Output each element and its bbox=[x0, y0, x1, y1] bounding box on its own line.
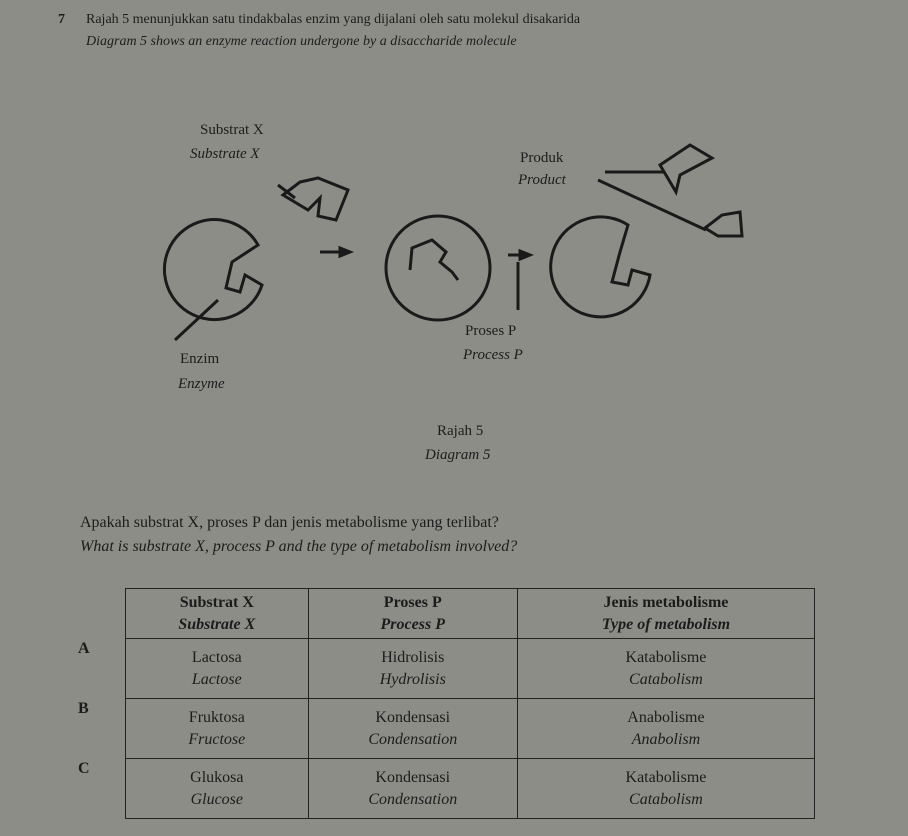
label-product-en: Product bbox=[518, 172, 566, 188]
question-text-ms: Rajah 5 menunjukkan satu tindakbalas enzim yang dijalani oleh satu molekul disakarida bbox=[86, 12, 581, 27]
product-shape-2 bbox=[705, 212, 742, 236]
label-process-ms: Proses P bbox=[465, 323, 517, 339]
header-ms: Proses P bbox=[383, 593, 442, 611]
caption-ms: Rajah 5 bbox=[437, 423, 484, 439]
label-enzyme-ms: Enzim bbox=[180, 351, 220, 367]
cell-en: Catabolism bbox=[629, 670, 703, 688]
enzyme-substrate-complex bbox=[386, 216, 490, 320]
header-process bbox=[308, 589, 517, 639]
label-product-ms: Produk bbox=[520, 150, 564, 166]
question-text-en: Diagram 5 shows an enzyme reaction undergone by a disaccharide molecule bbox=[86, 34, 517, 49]
cell-ms: Katabolisme bbox=[625, 648, 707, 666]
table-row bbox=[126, 639, 815, 699]
cell-ms: Hidrolisis bbox=[381, 648, 445, 666]
option-letter-a: A bbox=[78, 640, 90, 657]
cell bbox=[126, 699, 309, 759]
header-ms: Jenis metabolisme bbox=[603, 593, 729, 611]
cell-en: Fructose bbox=[188, 730, 246, 748]
cell bbox=[517, 759, 814, 819]
table-header-row bbox=[126, 589, 815, 639]
free-enzyme-shape bbox=[551, 217, 650, 317]
cell-ms: Fruktosa bbox=[188, 708, 245, 726]
header-substrate bbox=[126, 589, 309, 639]
cell bbox=[126, 639, 309, 699]
table-row bbox=[126, 759, 815, 819]
cell bbox=[517, 699, 814, 759]
label-substrate-en: Substrate X bbox=[190, 146, 260, 162]
cell bbox=[126, 759, 309, 819]
prompt-en: What is substrate X, process P and the type of metabolism involved? bbox=[80, 538, 518, 555]
cell-en: Catabolism bbox=[629, 790, 703, 808]
prompt-ms: Apakah substrat X, proses P dan jenis metabolisme yang terlibat? bbox=[80, 514, 499, 531]
cell bbox=[308, 759, 517, 819]
caption-en: Diagram 5 bbox=[425, 447, 491, 463]
table-row bbox=[126, 699, 815, 759]
cell-ms: Katabolisme bbox=[625, 768, 707, 786]
cell-ms: Lactosa bbox=[191, 648, 242, 666]
product-shape-1 bbox=[660, 145, 712, 192]
substrate-shape bbox=[283, 178, 348, 220]
header-metabolism bbox=[517, 589, 814, 639]
header-en: Substrate X bbox=[178, 615, 256, 633]
label-substrate-ms: Substrat X bbox=[200, 122, 264, 138]
cell bbox=[308, 699, 517, 759]
header-ms: Substrat X bbox=[179, 593, 254, 611]
question-number: 7 bbox=[58, 12, 65, 27]
cell bbox=[517, 639, 814, 699]
cell-ms: Glukosa bbox=[190, 768, 244, 786]
label-process-en: Process P bbox=[463, 347, 523, 363]
label-enzyme-en: Enzyme bbox=[178, 376, 225, 392]
cell-en: Hydrolisis bbox=[379, 670, 446, 688]
header-en: Process P bbox=[380, 615, 445, 633]
header-en: Type of metabolism bbox=[601, 615, 731, 633]
cell-ms: Anabolisme bbox=[627, 708, 705, 726]
option-letter-c: C bbox=[78, 760, 90, 777]
cell-ms: Kondensasi bbox=[375, 768, 451, 786]
cell-en: Glucose bbox=[190, 790, 244, 808]
cell-en: Anabolism bbox=[631, 730, 701, 748]
answer-table bbox=[125, 588, 815, 819]
option-letter-b: B bbox=[78, 700, 89, 717]
cell bbox=[308, 639, 517, 699]
cell-en: Condensation bbox=[368, 730, 458, 748]
cell-en: Lactose bbox=[191, 670, 242, 688]
cell-en: Condensation bbox=[368, 790, 458, 808]
cell-ms: Kondensasi bbox=[375, 708, 451, 726]
